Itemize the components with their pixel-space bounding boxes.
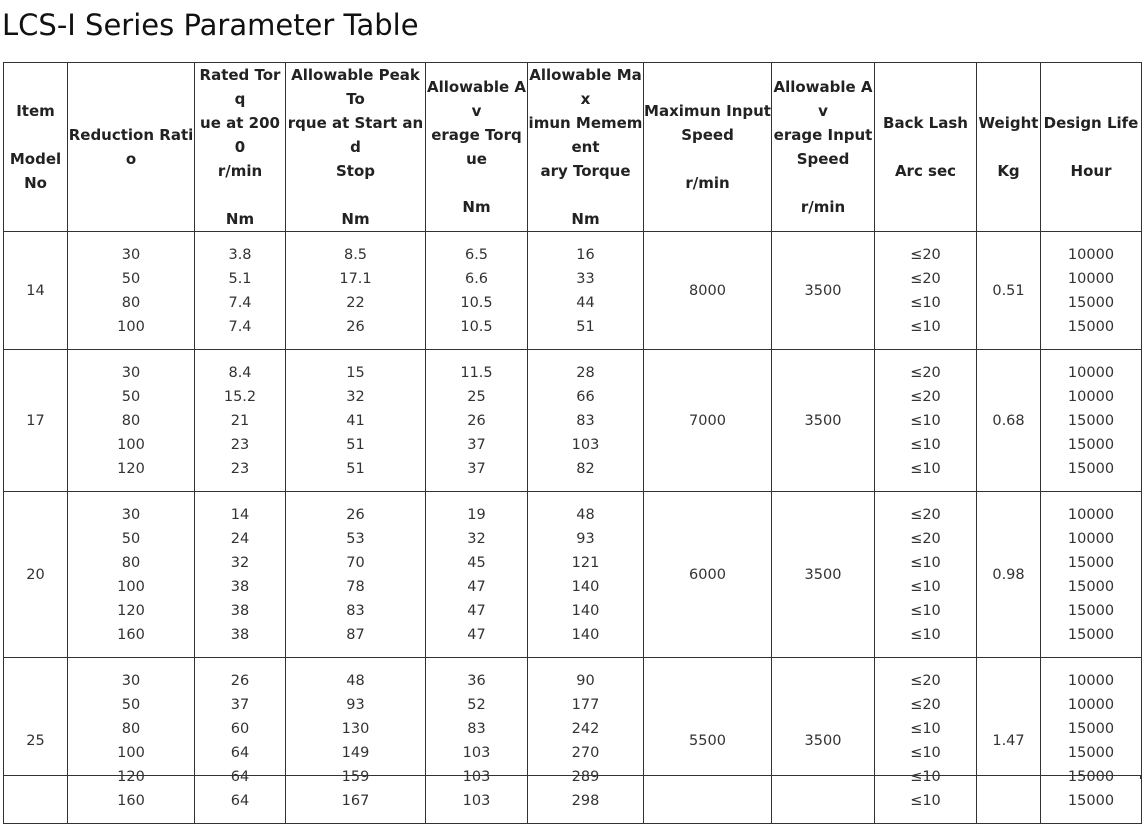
- cell-value: 83: [346, 602, 365, 619]
- header-reduction-ratio: [68, 63, 195, 232]
- cell-value: 103: [571, 436, 600, 453]
- cell-value: 15.2: [223, 388, 257, 405]
- cell-value: 37: [230, 696, 250, 713]
- cell-weight: 0.98: [977, 492, 1041, 658]
- cell-value: 23: [230, 460, 250, 477]
- header-text-line: imun Memement: [528, 114, 643, 156]
- table-row: [4, 492, 1142, 658]
- header-text-line: Allowable Av: [773, 78, 873, 120]
- cell-average-torque: [426, 658, 528, 824]
- cell-value: 82: [576, 460, 595, 477]
- cell-value: 11.5: [460, 364, 493, 381]
- header-text-line: Hour: [1070, 162, 1112, 180]
- cell-value: 30: [121, 506, 141, 523]
- header-allowable-peak-torque: [286, 63, 426, 232]
- cell-design-life: [1041, 350, 1142, 492]
- cell-value: 15000: [1067, 412, 1115, 429]
- cell-value: 64: [230, 768, 250, 785]
- cell-value: 242: [571, 720, 600, 737]
- header-text-line: ue at 2000: [200, 114, 280, 156]
- table-row: [4, 232, 1142, 350]
- cell-value: 26: [346, 318, 365, 335]
- cell-reduction-ratio: [68, 658, 195, 824]
- cell-value: 26: [346, 506, 365, 523]
- cell-rated-torque: [195, 658, 286, 824]
- cell-design-life: [1041, 658, 1142, 824]
- header-allowable-average-input-speed: [772, 63, 875, 232]
- cell-value: 26: [467, 412, 486, 429]
- cell-avg-input-speed: 3500: [772, 350, 875, 492]
- cell-value: 21: [230, 412, 250, 429]
- cell-max-input-speed: 7000: [644, 350, 772, 492]
- cell-value: 66: [576, 388, 595, 405]
- cell-value: 15000: [1067, 768, 1115, 785]
- header-maximum-input-speed: [644, 63, 772, 232]
- cell-value: 140: [571, 602, 600, 619]
- header-text-line: rque at Start and: [287, 114, 424, 156]
- parameter-table: [3, 62, 1142, 824]
- cell-value: 16: [576, 246, 595, 263]
- cell-average-torque: [426, 492, 528, 658]
- cell-peak-torque: [286, 232, 426, 350]
- cell-value: 7.4: [228, 318, 252, 335]
- cell-value: 15000: [1067, 720, 1115, 737]
- cell-value: 41: [346, 412, 365, 429]
- table-row: [4, 350, 1142, 492]
- cell-value: 120: [117, 602, 145, 619]
- cell-value: ≤20: [910, 388, 941, 405]
- cell-value: 87: [346, 626, 365, 643]
- cell-momentary-torque: [528, 350, 644, 492]
- cell-value: 47: [467, 602, 486, 619]
- cell-reduction-ratio: [68, 492, 195, 658]
- cell-value: 51: [346, 460, 365, 477]
- header-text-line: Allowable Peak To: [291, 66, 420, 108]
- cell-value: 90: [576, 672, 595, 689]
- cell-back-lash: [875, 350, 977, 492]
- cell-back-lash: [875, 658, 977, 824]
- cell-value: 50: [121, 696, 141, 713]
- cell-value: 25: [467, 388, 486, 405]
- cell-value: 6.5: [464, 246, 489, 263]
- cell-value: 23: [230, 436, 250, 453]
- header-allowable-maximum-momentary-torque: [528, 63, 644, 232]
- cell-value: 47: [467, 578, 486, 595]
- header-back-lash: [875, 63, 977, 232]
- cell-design-life: [1041, 232, 1142, 350]
- cell-reduction-ratio: [68, 232, 195, 350]
- cell-value: 80: [121, 294, 141, 311]
- cell-value: 80: [121, 412, 141, 429]
- cell-value: 51: [576, 318, 595, 335]
- header-text-line: r/min: [685, 174, 730, 192]
- cell-value: 130: [341, 720, 370, 737]
- cell-value: 7.4: [228, 294, 252, 311]
- cell-value: ≤20: [910, 246, 941, 263]
- cell-value: 10000: [1067, 270, 1115, 287]
- cell-value: 64: [230, 744, 250, 761]
- header-text-line: Reduction Ratio: [68, 126, 194, 168]
- cell-value: 10000: [1067, 388, 1115, 405]
- cell-design-life: [1041, 492, 1142, 658]
- cell-value: ≤10: [910, 294, 941, 311]
- header-text-line: r/min: [217, 162, 263, 180]
- table-body: [4, 232, 1142, 824]
- cell-value: 38: [230, 626, 250, 643]
- cell-value: 160: [117, 626, 145, 643]
- cell-value: 159: [341, 768, 370, 785]
- cell-value: 10000: [1067, 246, 1115, 263]
- cell-model-no: 20: [4, 492, 68, 658]
- header-text-line: r/min: [800, 198, 846, 216]
- cell-weight: 0.51: [977, 232, 1041, 350]
- cell-value: 22: [346, 294, 365, 311]
- header-text-line: Back Lash: [883, 114, 968, 132]
- cell-rated-torque: [195, 232, 286, 350]
- cell-value: 103: [462, 768, 491, 785]
- cell-value: 44: [576, 294, 595, 311]
- cell-rated-torque: [195, 492, 286, 658]
- cell-value: 48: [346, 672, 365, 689]
- header-text-line: Rated Torq: [199, 66, 281, 108]
- cell-peak-torque: [286, 492, 426, 658]
- cell-value: 100: [117, 744, 145, 761]
- cell-value: ≤10: [910, 578, 941, 595]
- cell-value: 10000: [1067, 506, 1115, 523]
- cell-value: 26: [230, 672, 250, 689]
- cell-value: 6.6: [464, 270, 489, 287]
- cell-value: 10000: [1067, 530, 1115, 547]
- cell-model-no: 14: [4, 232, 68, 350]
- header-text-line: erage Torque: [431, 126, 522, 168]
- cell-momentary-torque: [528, 492, 644, 658]
- cell-value: 100: [117, 436, 145, 453]
- cell-value: 15000: [1067, 460, 1115, 477]
- cell-max-input-speed: 6000: [644, 492, 772, 658]
- cell-value: ≤10: [910, 554, 941, 571]
- cell-value: 15000: [1067, 318, 1115, 335]
- cell-value: 19: [467, 506, 486, 523]
- cell-momentary-torque: [528, 232, 644, 350]
- header-text-line: Allowable Av: [426, 78, 527, 120]
- cell-value: ≤10: [910, 460, 941, 477]
- header-text-line: Speed: [681, 126, 734, 144]
- header-text-line: Item: [16, 102, 55, 120]
- cell-value: 32: [230, 554, 250, 571]
- cell-back-lash: [875, 232, 977, 350]
- cell-value: 140: [571, 578, 600, 595]
- cell-value: 50: [121, 388, 141, 405]
- cell-value: ≤10: [910, 602, 941, 619]
- cell-value: 32: [346, 388, 365, 405]
- cell-value: 15000: [1067, 744, 1115, 761]
- cell-value: 177: [571, 696, 600, 713]
- cell-value: 33: [576, 270, 595, 287]
- cell-value: 15000: [1067, 294, 1115, 311]
- header-text-line: Nm: [225, 210, 255, 228]
- cell-value: 24: [230, 530, 250, 547]
- cell-value: 50: [121, 270, 141, 287]
- header-rated-torque: [195, 63, 286, 232]
- cell-average-torque: [426, 232, 528, 350]
- cell-value: 10000: [1067, 696, 1115, 713]
- cell-value: ≤20: [910, 672, 941, 689]
- cell-value: 10000: [1067, 364, 1115, 381]
- cell-value: 38: [230, 602, 250, 619]
- header-allowable-average-torque: [426, 63, 528, 232]
- cell-value: 8.5: [343, 246, 368, 263]
- cell-peak-torque: [286, 350, 426, 492]
- cell-value: ≤20: [910, 506, 941, 523]
- cell-value: 15000: [1067, 626, 1115, 643]
- cell-value: 10000: [1067, 672, 1115, 689]
- cell-peak-torque: [286, 658, 426, 824]
- cell-value: 120: [117, 768, 145, 785]
- cell-value: 103: [462, 792, 491, 809]
- cell-value: 160: [117, 792, 145, 809]
- header-row: [4, 63, 1142, 232]
- cell-value: 80: [121, 720, 141, 737]
- cell-value: 15000: [1067, 554, 1115, 571]
- cell-value: ≤10: [910, 436, 941, 453]
- cell-value: 51: [346, 436, 365, 453]
- cell-value: 60: [230, 720, 250, 737]
- cell-value: 70: [346, 554, 365, 571]
- cell-value: 38: [230, 578, 250, 595]
- cell-value: 15000: [1067, 436, 1115, 453]
- cell-value: 64: [230, 792, 250, 809]
- cell-value: 10.5: [460, 318, 493, 335]
- cell-value: ≤10: [910, 768, 941, 785]
- cell-value: 80: [121, 554, 141, 571]
- cell-value: 149: [341, 744, 370, 761]
- cell-value: 78: [346, 578, 365, 595]
- header-text-line: Maximun Input: [644, 102, 771, 120]
- cell-value: 83: [576, 412, 595, 429]
- cell-value: ≤10: [910, 792, 941, 809]
- cell-value: 120: [117, 460, 145, 477]
- cell-avg-input-speed: 3500: [772, 492, 875, 658]
- header-text-line: Allowable Max: [529, 66, 642, 108]
- header-text-line: Nm: [571, 210, 600, 228]
- cell-value: 167: [341, 792, 370, 809]
- cell-reduction-ratio: [68, 350, 195, 492]
- header-text-line: No: [24, 174, 47, 192]
- cell-value: 30: [121, 672, 141, 689]
- cell-value: 121: [571, 554, 600, 571]
- cell-value: 15: [346, 364, 365, 381]
- cell-average-torque: [426, 350, 528, 492]
- cell-momentary-torque: [528, 658, 644, 824]
- cell-value: 36: [467, 672, 486, 689]
- cell-value: 45: [467, 554, 486, 571]
- cell-value: 50: [121, 530, 141, 547]
- header-text-line: Speed: [796, 150, 850, 168]
- cell-back-lash: [875, 492, 977, 658]
- header-text-line: Arc sec: [894, 162, 957, 180]
- cell-value: ≤10: [910, 412, 941, 429]
- cell-value: 52: [467, 696, 486, 713]
- cell-value: 5.1: [228, 270, 252, 287]
- cell-value: 15000: [1067, 578, 1115, 595]
- cell-value: 270: [571, 744, 600, 761]
- header-text-line: ary Torque: [540, 162, 631, 180]
- cell-value: 140: [571, 626, 600, 643]
- header-text-line: Nm: [341, 210, 370, 228]
- cell-value: 15000: [1067, 602, 1115, 619]
- cell-value: 298: [571, 792, 600, 809]
- cell-value: 103: [462, 744, 491, 761]
- cell-value: 289: [571, 768, 600, 785]
- header-text-line: Stop: [335, 162, 376, 180]
- cell-value: 10.5: [460, 294, 493, 311]
- cell-value: 15000: [1067, 792, 1115, 809]
- cell-rated-torque: [195, 350, 286, 492]
- cell-value: ≤20: [910, 530, 941, 547]
- page-title: LCS-I Series Parameter Table: [2, 8, 419, 42]
- table-continuation-edge: [3, 775, 1141, 779]
- cell-value: ≤20: [910, 364, 941, 381]
- table-row: [4, 658, 1142, 824]
- cell-value: 3.8: [228, 246, 252, 263]
- cell-value: 37: [467, 460, 486, 477]
- cell-value: 14: [230, 506, 250, 523]
- cell-value: ≤20: [910, 696, 941, 713]
- header-item-model-no: [4, 63, 68, 232]
- cell-value: 28: [576, 364, 595, 381]
- cell-value: 93: [576, 530, 595, 547]
- cell-max-input-speed: 8000: [644, 232, 772, 350]
- cell-model-no: 17: [4, 350, 68, 492]
- cell-weight: 0.68: [977, 350, 1041, 492]
- cell-value: 48: [576, 506, 595, 523]
- header-text-line: erage Input: [773, 126, 873, 144]
- cell-avg-input-speed: 3500: [772, 658, 875, 824]
- cell-value: 100: [117, 578, 145, 595]
- cell-value: ≤10: [910, 626, 941, 643]
- cell-value: 93: [346, 696, 365, 713]
- cell-value: 100: [117, 318, 145, 335]
- cell-value: 47: [467, 626, 486, 643]
- header-text-line: Kg: [997, 162, 1020, 180]
- cell-value: 32: [467, 530, 486, 547]
- header-text-line: Model: [9, 150, 62, 168]
- cell-value: ≤10: [910, 318, 941, 335]
- header-text-line: Weight: [978, 114, 1039, 132]
- cell-value: 30: [121, 364, 141, 381]
- cell-value: 83: [467, 720, 486, 737]
- header-design-life: [1041, 63, 1142, 232]
- header-weight: [977, 63, 1041, 232]
- cell-value: ≤10: [910, 720, 941, 737]
- cell-model-no: 25: [4, 658, 68, 824]
- cell-value: 30: [121, 246, 141, 263]
- cell-value: 8.4: [228, 364, 252, 381]
- cell-value: ≤20: [910, 270, 941, 287]
- cell-value: ≤10: [910, 744, 941, 761]
- cell-avg-input-speed: 3500: [772, 232, 875, 350]
- cell-value: 17.1: [339, 270, 372, 287]
- cell-max-input-speed: 5500: [644, 658, 772, 824]
- cell-value: 53: [346, 530, 365, 547]
- cell-weight: 1.47: [977, 658, 1041, 824]
- header-text-line: Design Life: [1043, 114, 1139, 132]
- header-text-line: Nm: [462, 198, 491, 216]
- cell-value: 37: [467, 436, 486, 453]
